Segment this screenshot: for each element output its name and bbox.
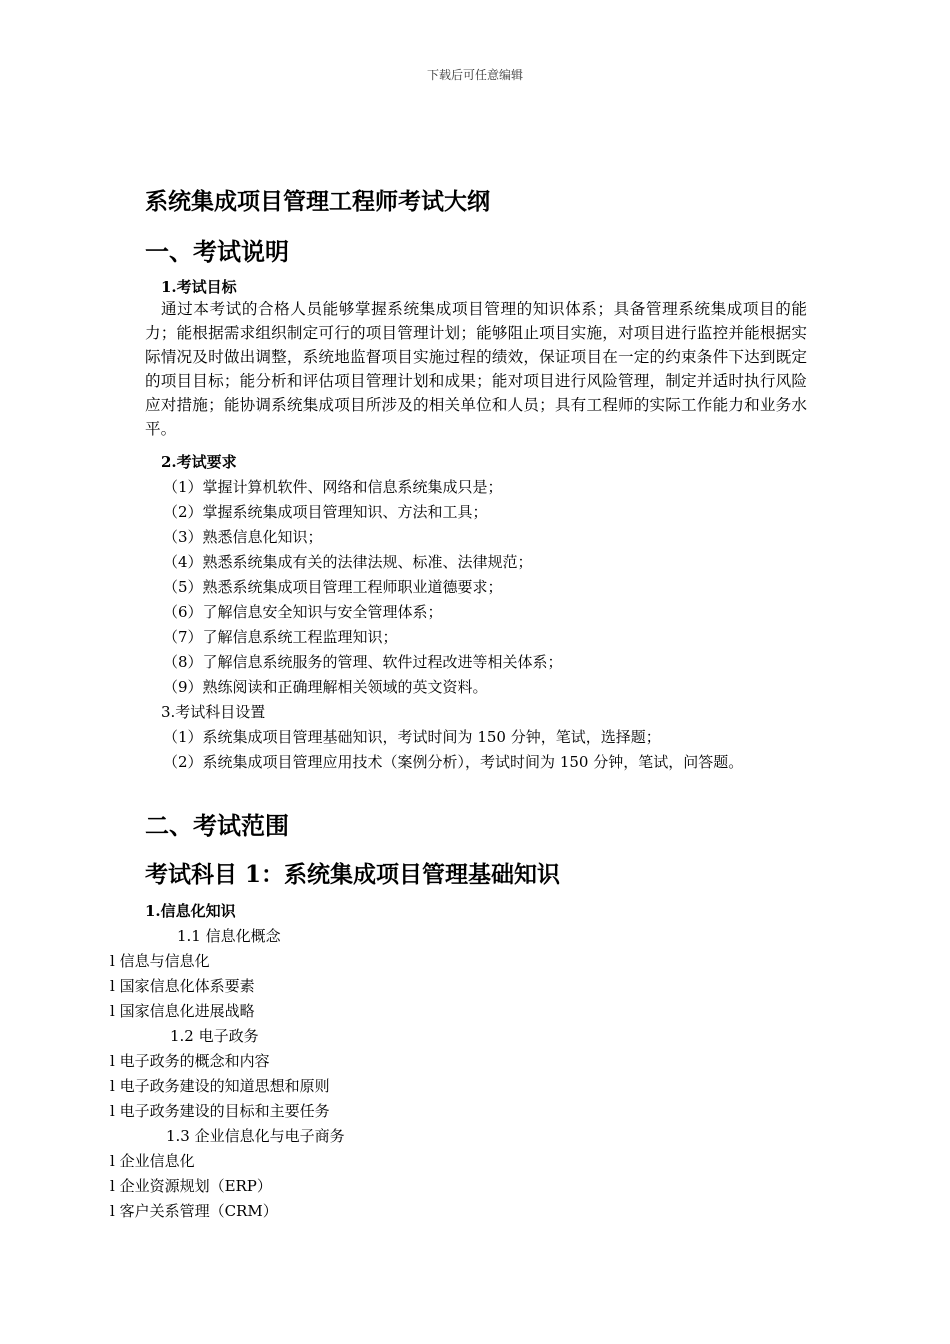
list-item: l 电子政务的概念和内容: [110, 1052, 270, 1070]
requirement-item: （6）了解信息安全知识与安全管理体系；: [163, 603, 443, 621]
subsection-1-3: 1.3 企业信息化与电子商务: [166, 1127, 345, 1145]
subject1-heading: 考试科目 1：系统集成项目管理基础知识: [145, 861, 561, 888]
goal-paragraph: 通过本考试的合格人员能够掌握系统集成项目管理的知识体系；具备管理系统集成项目的能力；能根据需求组织制定可行的项目管理计划；能够阻止项目实施，对项目进行监控并能根据实际情况及时做出调整，系统地监督项目实施过程的绩效，保证项目在一定的约束条件下达到既定的项目目标；能分析和评估项目管理计划和成果；能对项目进行风险管理，制定并适时执行风险应对措施；能协调系统集成项目所涉及的相关单位和人员；具有工程师的实际工作能力和业务水平。: [145, 300, 807, 438]
section2-heading: 二、考试范围: [145, 811, 289, 840]
list-item: l 国家信息化体系要素: [110, 977, 255, 995]
requirement-item: （9）熟练阅读和正确理解相关领域的英文资料。: [163, 678, 488, 696]
list-item: l 电子政务建设的知道思想和原则: [110, 1077, 330, 1095]
list-item: l 电子政务建设的目标和主要任务: [110, 1102, 330, 1120]
list-item: l 信息与信息化: [110, 952, 210, 970]
subject-item: （2）系统集成项目管理应用技术（案例分析），考试时间为 150 分钟，笔试，问答题。: [163, 753, 744, 771]
requirements-heading: 2.考试要求: [161, 453, 237, 471]
subject-item: （1）系统集成项目管理基础知识，考试时间为 150 分钟，笔试，选择题；: [163, 728, 661, 746]
subsection-1-1: 1.1 信息化概念: [177, 927, 281, 945]
list-item: l 企业信息化: [110, 1152, 195, 1170]
goal-heading: 1.考试目标: [161, 278, 237, 296]
list-item: l 企业资源规划（ERP）: [110, 1177, 272, 1195]
requirement-item: （3）熟悉信息化知识；: [163, 528, 323, 546]
requirement-item: （1）掌握计算机软件、网络和信息系统集成只是；: [163, 478, 503, 496]
document-title: 系统集成项目管理工程师考试大纲: [145, 188, 490, 215]
list-item: l 客户关系管理（CRM）: [110, 1202, 278, 1220]
requirement-item: （2）掌握系统集成项目管理知识、方法和工具；: [163, 503, 488, 521]
subjects-heading: 3.考试科目设置: [161, 703, 266, 721]
list-item: l 国家信息化进展战略: [110, 1002, 255, 1020]
page-header: 下载后可任意编辑: [426, 68, 523, 82]
requirement-item: （8）了解信息系统服务的管理、软件过程改进等相关体系；: [163, 653, 563, 671]
subsection-1-2: 1.2 电子政务: [170, 1027, 259, 1045]
requirement-item: （7）了解信息系统工程监理知识；: [163, 628, 398, 646]
requirement-item: （5）熟悉系统集成项目管理工程师职业道德要求；: [163, 578, 503, 596]
info-heading: 1.信息化知识: [145, 902, 236, 920]
requirement-item: （4）熟悉系统集成有关的法律法规、标准、法律规范；: [163, 553, 533, 571]
section1-heading: 一、考试说明: [145, 237, 289, 266]
